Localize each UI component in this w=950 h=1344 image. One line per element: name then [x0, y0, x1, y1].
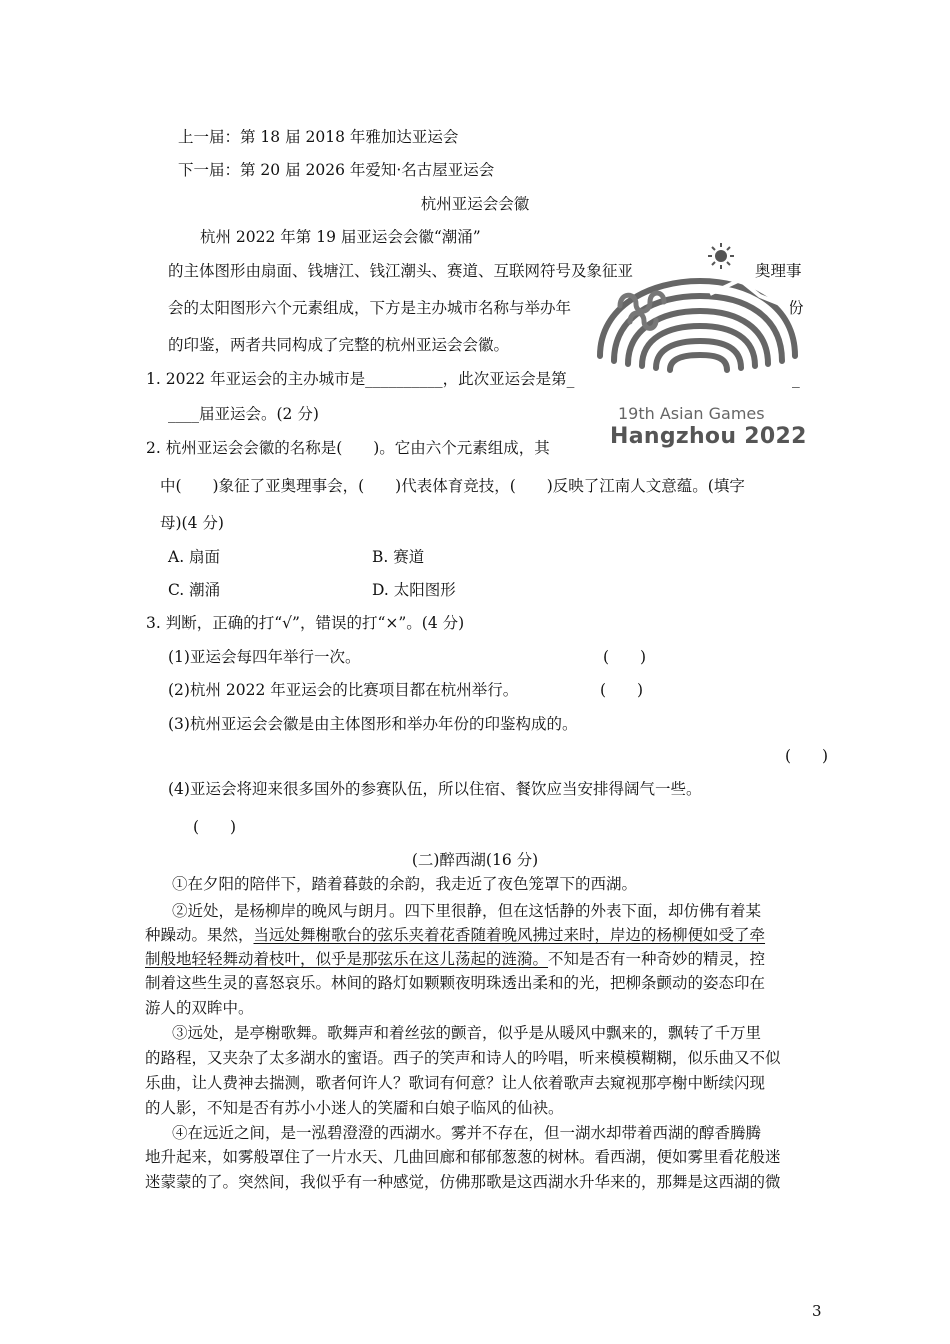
underlined-sentence: 制般地轻轻舞动着枝叶，似乎是那弦乐在这儿荡起的涟漪。	[145, 950, 549, 968]
emblem-graphic	[590, 236, 810, 401]
page-number: 3	[812, 1302, 822, 1320]
question-1-blank-end: _	[792, 370, 800, 388]
question-2: 2. 杭州亚运会会徽的名称是( )。它由六个元素组成，其	[146, 439, 550, 457]
essay-line: 的路程，又夹杂了太多湖水的蜜语。西子的笑声和诗人的吟唱，听来模模糊糊，似乐曲又不似	[145, 1049, 781, 1067]
emblem-para-line: 会的太阳图形六个元素组成，下方是主办城市名称与举办年	[168, 299, 572, 317]
option-a: A. 扇面	[168, 548, 221, 566]
essay-line: 乐曲，让人费神去揣测，歌者何许人？歌词有何意？让人依着歌声去窥视那亭榭中断续闪现	[145, 1074, 766, 1092]
essay-line	[145, 924, 765, 946]
essay-line: ①在夕阳的陪伴下，踏着暮鼓的余韵，我走近了夜色笼罩下的西湖。	[172, 875, 638, 893]
question-1: 1. 2022 年亚运会的主办城市是__________，此次亚运会是第_	[146, 370, 575, 388]
sun-icon	[708, 243, 734, 269]
essay-line: 制着这些生灵的喜怒哀乐。林间的路灯如颗颗夜明珠透出柔和的光，把柳条颤动的姿态印在	[145, 974, 766, 992]
essay-line: ④在远近之间，是一泓碧澄澄的西湖水。雾并不存在，但一湖水却带着西湖的醇香腾腾	[172, 1124, 762, 1142]
essay-line: 游人的双眸中。	[145, 999, 254, 1017]
question-2-cont: 中( )象征了亚奥理事会，( )代表体育竞技，( )反映了江南人文意蕴。(填字	[160, 477, 745, 495]
judge-paren: ( )	[193, 818, 237, 836]
essay-text: 不知是否有一种奇妙的精灵，控	[548, 950, 766, 968]
essay-line: 的人影，不知是否有苏小小迷人的笑靥和白娘子临风的仙袂。	[145, 1099, 564, 1117]
judge-item: (3)杭州亚运会会徽是由主体图形和举办年份的印鉴构成的。	[168, 715, 578, 733]
judge-item: (1)亚运会每四年举行一次。	[168, 648, 361, 666]
judge-item: (4)亚运会将迎来很多国外的参赛队伍，所以住宿、餐饮应当安排得阔气一些。	[168, 780, 702, 798]
question-3: 3. 判断，正确的打“√”，错误的打“×”。(4 分)	[146, 614, 465, 632]
judge-item: (2)杭州 2022 年亚运会的比赛项目都在杭州举行。	[168, 681, 519, 699]
option-b: B. 赛道	[372, 548, 425, 566]
emblem-para-line: 杭州 2022 年第 19 届亚运会会徽“潮涌”	[200, 228, 481, 246]
essay-line: ②近处，是杨柳岸的晚风与朗月。四下里很静，但在这恬静的外表下面，却仿佛有着某	[172, 902, 762, 920]
essay-title: (二)醉西湖(16 分)	[411, 851, 539, 869]
emblem-para-line: 奥理事	[755, 262, 802, 280]
emblem-caption-line2: Hangzhou 2022	[610, 424, 807, 449]
emblem-para-line: 的主体图形由扇面、钱塘江、钱江潮头、赛道、互联网符号及象征亚	[168, 262, 634, 280]
essay-line: 地升起来，如雾般罩住了一片水天、几曲回廊和郁郁葱葱的树林。看西湖，便如雾里看花般迷	[145, 1148, 781, 1166]
judge-paren: ( )	[785, 747, 829, 765]
essay-line: 迷蒙蒙的了。突然间，我似乎有一种感觉，仿佛那歌是这西湖水升华来的，那舞是这西湖的微	[145, 1173, 781, 1191]
hangzhou-asian-games-emblem	[590, 236, 810, 454]
option-c: C. 潮涌	[168, 581, 221, 599]
emblem-para-line: 份	[788, 299, 804, 317]
option-d: D. 太阳图形	[372, 581, 456, 599]
essay-line: ③远处，是亭榭歌舞。歌舞声和着丝弦的颤音，似乎是从暖风中飘来的，飘转了千万里	[172, 1024, 762, 1042]
emblem-para-line: 的印鉴，两者共同构成了完整的杭州亚运会会徽。	[168, 336, 510, 354]
underlined-sentence: 当远处舞榭歌台的弦乐夹着花香随着晚风拂过来时，岸边的杨柳便如受了牵	[253, 926, 766, 944]
essay-text: 种躁动。果然，	[145, 926, 254, 944]
prev-games: 上一届：第 18 届 2018 年雅加达亚运会	[178, 128, 459, 146]
emblem-caption-line1: 19th Asian Games	[618, 404, 765, 423]
next-games: 下一届：第 20 届 2026 年爱知·名古屋亚运会	[178, 161, 495, 179]
question-2-cont: 母)(4 分)	[160, 514, 224, 532]
question-1-cont: ____届亚运会。(2 分)	[168, 405, 319, 423]
judge-paren: ( )	[600, 681, 644, 699]
judge-paren: ( )	[603, 648, 647, 666]
essay-line	[145, 948, 765, 970]
emblem-title: 杭州亚运会会徽	[420, 195, 530, 213]
